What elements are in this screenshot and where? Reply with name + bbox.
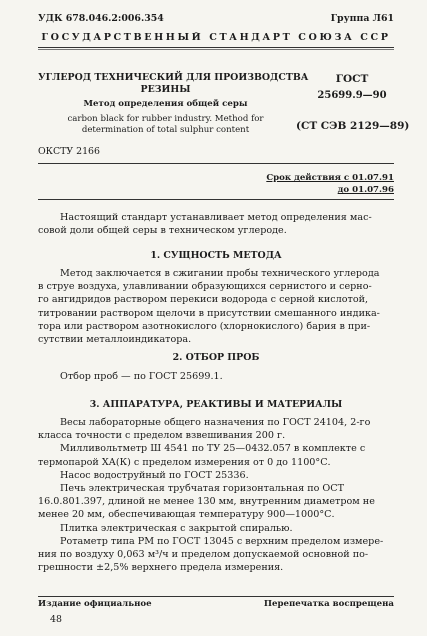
- english-title-line2: determination of total sulphur content: [81, 125, 250, 135]
- body-line: грешности ±2,5% верхнего предела измерения.: [38, 562, 284, 574]
- document-title-line2: РЕЗИНЫ: [140, 84, 191, 95]
- state-standard-banner: ГОСУДАРСТВЕННЫЙ СТАНДАРТ СОЮЗА ССР: [41, 32, 391, 43]
- section3-body: [38, 416, 394, 574]
- body-line: 16.0.801.397, длиной не менее 130 мм, внутренним диаметром не: [38, 496, 375, 508]
- footer-reprint: Перепечатка воспрещена: [263, 599, 394, 609]
- gost-number: 25699.9—90: [317, 90, 387, 101]
- body-line: Метод заключается в сжигании пробы технического углерода: [60, 268, 380, 279]
- gost-label: ГОСТ: [335, 73, 369, 85]
- okstu-code: ОКСТУ 2166: [38, 146, 100, 157]
- body-line: класса точности с пределом взвешивания 200 г.: [38, 430, 286, 442]
- body-line: Ротаметр типа РМ по ГОСТ 13045 с верхним пределом измере-: [60, 535, 384, 547]
- body-line: сутствии металлоиндикатора.: [38, 334, 192, 346]
- body-line: тора или раствором азотнокислого (хлорнокислого) бария в при-: [38, 320, 371, 332]
- header-rule: [38, 47, 394, 48]
- validity-from: Срок действия с 01.07.91: [266, 173, 394, 183]
- body-line: менее 20 мм, обеспечивающая температуру 900—1000°С.: [38, 509, 335, 521]
- body-line: Милливольтметр Ш 4541 по ТУ 25—0432.057 в комплекте с: [60, 443, 366, 455]
- body-line: термопарой ХА(К) с пределом измерения от 0 до 1100°С.: [38, 456, 331, 468]
- body-line: го ангидридов раствором перекиси водорода с серной кислотой,: [38, 294, 369, 306]
- group-code: Группа Л61: [330, 13, 394, 24]
- sev-reference: (СТ СЭВ 2129—89): [296, 120, 410, 132]
- footer-edition: Издание официальное: [38, 599, 152, 609]
- udk-code: УДК 678.046.2:006.354: [38, 13, 164, 24]
- validity-to: до 01.07.96: [337, 185, 394, 195]
- intro-line: Настоящий стандарт устанавливает метод определения мас-: [60, 212, 372, 223]
- body-line: Плитка электрическая с закрытой спиралью.: [60, 522, 293, 534]
- body-line: Насос водоструйный по ГОСТ 25336.: [60, 469, 249, 481]
- section2-body: [38, 370, 394, 383]
- header-rule-thin: [38, 49, 394, 50]
- english-title-line1: carbon black for rubber industry. Method for: [67, 114, 264, 124]
- intro-paragraph: [38, 211, 394, 237]
- section1-body: [38, 267, 394, 346]
- page-number: 48: [50, 614, 62, 625]
- body-line: Отбор проб — по ГОСТ 25699.1.: [60, 371, 223, 382]
- body-line: в струе воздуха, улавливании образующихся сернистого и серно-: [38, 281, 372, 293]
- section-heading: 1. СУЩНОСТЬ МЕТОДА: [150, 250, 282, 261]
- body-line: титровании раствором щелочи в присутствии смешанного индика-: [38, 307, 380, 319]
- section-heading: 3. АППАРАТУРА, РЕАКТИВЫ И МАТЕРИАЛЫ: [89, 399, 343, 410]
- body-line: Печь электрическая трубчатая горизонтальная по ОСТ: [60, 483, 345, 495]
- footer-rule: [38, 596, 394, 597]
- body-line: ния по воздуху 0,063 м³/ч и пределом допускаемой основной по-: [38, 549, 369, 561]
- title-rule: [38, 163, 394, 164]
- intro-line: совой доли общей серы в техническом углероде.: [38, 225, 287, 237]
- validity-rule: [38, 199, 394, 200]
- section-heading: 2. ОТБОР ПРОБ: [172, 352, 260, 363]
- body-line: Весы лабораторные общего назначения по ГОСТ 24104, 2-го: [60, 417, 371, 428]
- method-subtitle: Метод определения общей серы: [83, 99, 248, 109]
- document-title-line1: УГЛЕРОД ТЕХНИЧЕСКИЙ ДЛЯ ПРОИЗВОДСТВА: [38, 72, 309, 83]
